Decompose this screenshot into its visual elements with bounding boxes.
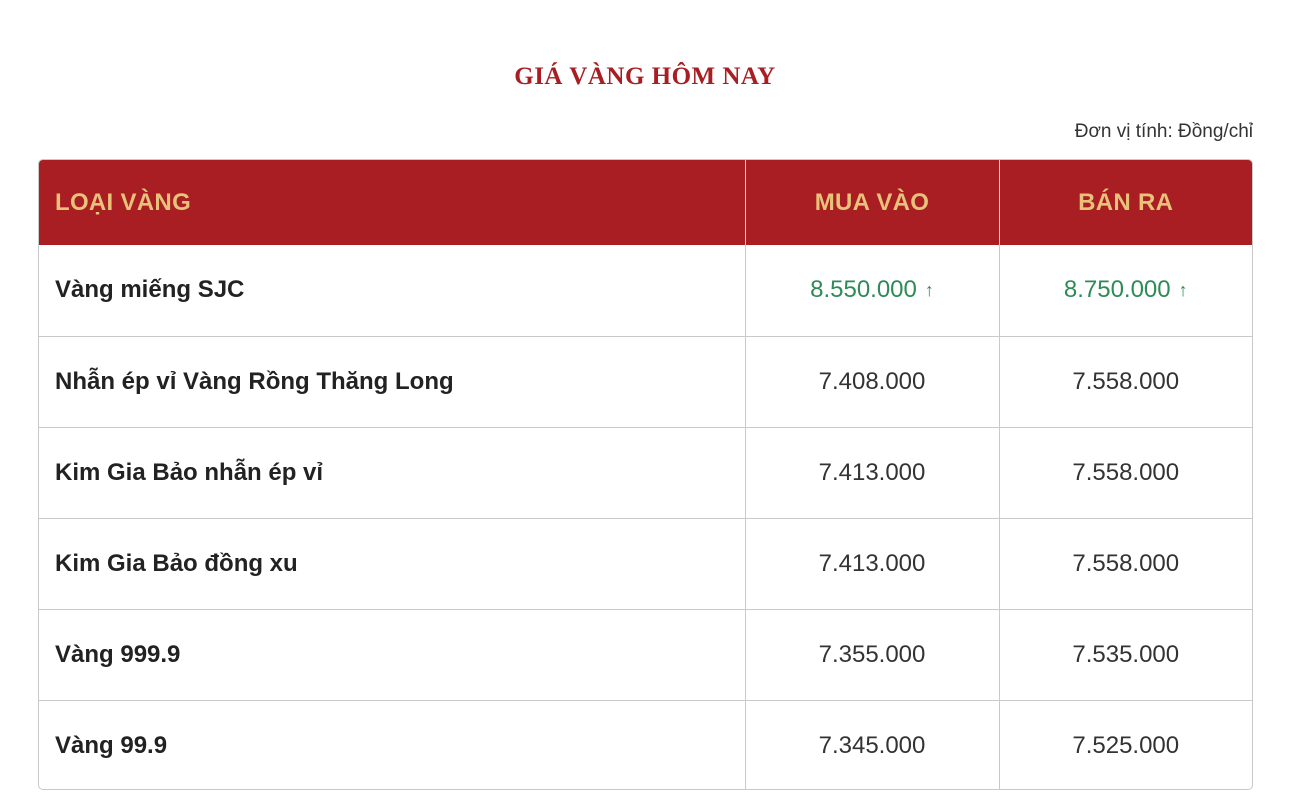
header-gold-type: LOẠI VÀNG xyxy=(39,160,745,245)
buy-price-value: 7.345.000 xyxy=(818,731,926,759)
buy-price-cell xyxy=(745,427,999,518)
sell-price-value: 8.750.000 xyxy=(1063,276,1171,304)
buy-price-value: 7.413.000 xyxy=(818,549,926,577)
buy-price-value: 7.408.000 xyxy=(818,367,926,395)
table-header-row xyxy=(39,160,1252,245)
gold-type-cell: Kim Gia Bảo nhẫn ép vỉ xyxy=(39,427,745,518)
buy-price-value: 7.355.000 xyxy=(818,640,926,668)
header-sell: BÁN RA xyxy=(1078,188,1174,216)
table-row xyxy=(39,245,1252,336)
sell-price-cell xyxy=(999,336,1252,427)
gold-price-table-container xyxy=(38,159,1253,790)
sell-price-value: 7.525.000 xyxy=(1072,731,1180,759)
sell-price-value: 7.558.000 xyxy=(1072,458,1180,486)
sell-price-value: 7.535.000 xyxy=(1072,640,1180,668)
table-row xyxy=(39,336,1252,427)
table-body xyxy=(39,245,1252,790)
sell-price-cell xyxy=(999,700,1252,790)
arrow-up-icon: ↑ xyxy=(924,280,934,301)
header-buy: MUA VÀO xyxy=(745,160,999,245)
buy-price-cell xyxy=(745,700,999,790)
buy-price-cell xyxy=(745,609,999,700)
arrow-up-icon: ↑ xyxy=(1178,280,1188,301)
table-row xyxy=(39,609,1252,700)
buy-price-cell xyxy=(745,245,999,336)
gold-price-table xyxy=(39,160,1252,790)
gold-type-cell: Vàng 999.9 xyxy=(39,609,745,700)
unit-note: Đơn vị tính: Đồng/chỉ xyxy=(1074,121,1253,142)
gold-type-cell: Kim Gia Bảo đồng xu xyxy=(39,518,745,609)
buy-price-cell xyxy=(745,336,999,427)
table-row xyxy=(39,518,1252,609)
sell-price-cell xyxy=(999,518,1252,609)
gold-type-cell: Vàng 99.9 xyxy=(39,700,745,790)
sell-price-value: 7.558.000 xyxy=(1072,549,1180,577)
table-row xyxy=(39,700,1252,790)
sell-price-cell xyxy=(999,245,1252,336)
gold-type-cell: Vàng miếng SJC xyxy=(39,245,745,336)
buy-price-value: 8.550.000 xyxy=(810,276,917,304)
page-title: GIÁ VÀNG HÔM NAY xyxy=(514,62,776,90)
gold-type-cell: Nhẫn ép vỉ Vàng Rồng Thăng Long xyxy=(39,336,745,427)
buy-price-value: 7.413.000 xyxy=(818,458,926,486)
sell-price-cell xyxy=(999,427,1252,518)
sell-price-cell xyxy=(999,609,1252,700)
sell-price-value: 7.558.000 xyxy=(1072,367,1180,395)
table-row xyxy=(39,427,1252,518)
buy-price-cell xyxy=(745,518,999,609)
